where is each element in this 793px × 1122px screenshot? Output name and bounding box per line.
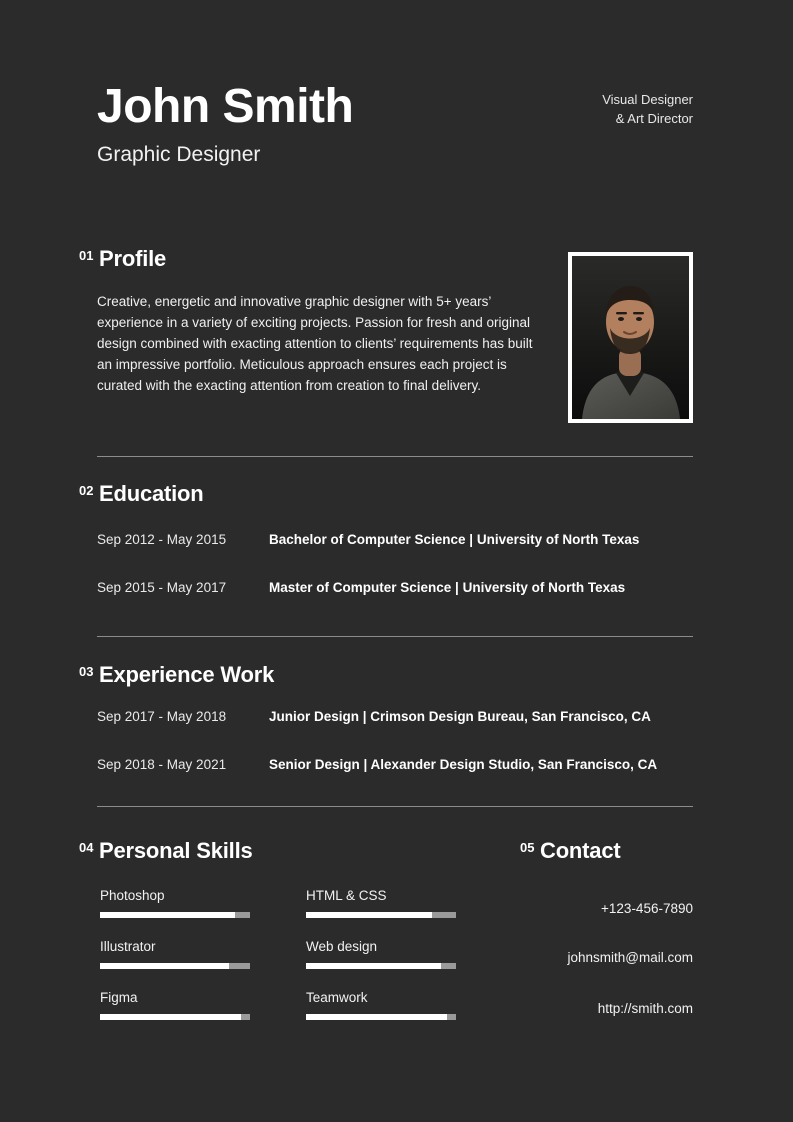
section-heading-contact: [520, 838, 621, 864]
section-title-skills: Personal Skills: [99, 838, 253, 863]
header-tagline: [602, 90, 693, 128]
contact-email[interactable]: johnsmith@mail.com: [567, 950, 693, 965]
avatar: [568, 252, 693, 423]
skill-bar: [100, 912, 250, 918]
skill-label: Figma: [100, 990, 138, 1005]
education-desc: Master of Computer Science | University of North Texas: [269, 580, 626, 595]
skill-label: Illustrator: [100, 939, 156, 954]
section-title-contact: Contact: [540, 838, 621, 863]
experience-row: [97, 709, 693, 724]
experience-desc: Junior Design | Crimson Design Bureau, San Francisco, CA: [269, 709, 651, 724]
education-row: [97, 580, 693, 595]
skill-bar: [100, 1014, 250, 1020]
tagline-line-1: Visual Designer: [602, 92, 693, 107]
resume-content: [79, 0, 693, 1122]
skill-bar: [100, 963, 250, 969]
education-date: Sep 2015 - May 2017: [97, 580, 227, 595]
skill-label: Teamwork: [306, 990, 368, 1005]
contact-website[interactable]: http://smith.com: [597, 1001, 693, 1016]
skill-label: Web design: [306, 939, 378, 954]
experience-desc: Senior Design | Alexander Design Studio, San Francisco, CA: [269, 757, 658, 772]
section-number-experience: 03: [79, 664, 94, 679]
skill-item: [100, 888, 250, 918]
experience-date: Sep 2017 - May 2018: [97, 709, 227, 724]
page-title: John Smith: [97, 80, 354, 133]
skill-item: [100, 990, 250, 1020]
contact-phone[interactable]: +123-456-7890: [601, 901, 693, 916]
section-title-education: Education: [99, 481, 204, 506]
section-number-contact: 05: [520, 840, 535, 855]
section-heading-skills: [79, 838, 253, 864]
divider-experience: [97, 806, 693, 807]
section-number-profile: 01: [79, 248, 94, 263]
education-row: [97, 532, 693, 547]
section-number-education: 02: [79, 483, 94, 498]
section-title-profile: Profile: [99, 246, 167, 271]
section-number-skills: 04: [79, 840, 94, 855]
education-date: Sep 2012 - May 2015: [97, 532, 227, 547]
skill-label: Photoshop: [100, 888, 165, 903]
divider-education: [97, 636, 693, 637]
divider-profile: [97, 456, 693, 457]
job-title: Graphic Designer: [97, 143, 261, 166]
section-heading-experience: [79, 662, 274, 688]
section-title-experience: Experience Work: [99, 662, 275, 687]
tagline-line-2: & Art Director: [615, 111, 693, 126]
education-desc: Bachelor of Computer Science | University of North Texas: [269, 532, 640, 547]
skill-item: [100, 939, 250, 969]
experience-row: [97, 757, 693, 772]
section-heading-profile: [79, 246, 166, 272]
section-heading-education: [79, 481, 204, 507]
profile-text: Creative, energetic and innovative graphic designer with 5+ years’ experience in a variety of exciting projects. Passion for fresh and original design combined with exacting attention to clients’ requirements has built an impressive portfolio. Meticulous approach ensures each project is curated with the exacting attention from creation to final delivery.: [97, 294, 533, 393]
skill-label: HTML & CSS: [306, 888, 387, 903]
experience-date: Sep 2018 - May 2021: [97, 757, 227, 772]
